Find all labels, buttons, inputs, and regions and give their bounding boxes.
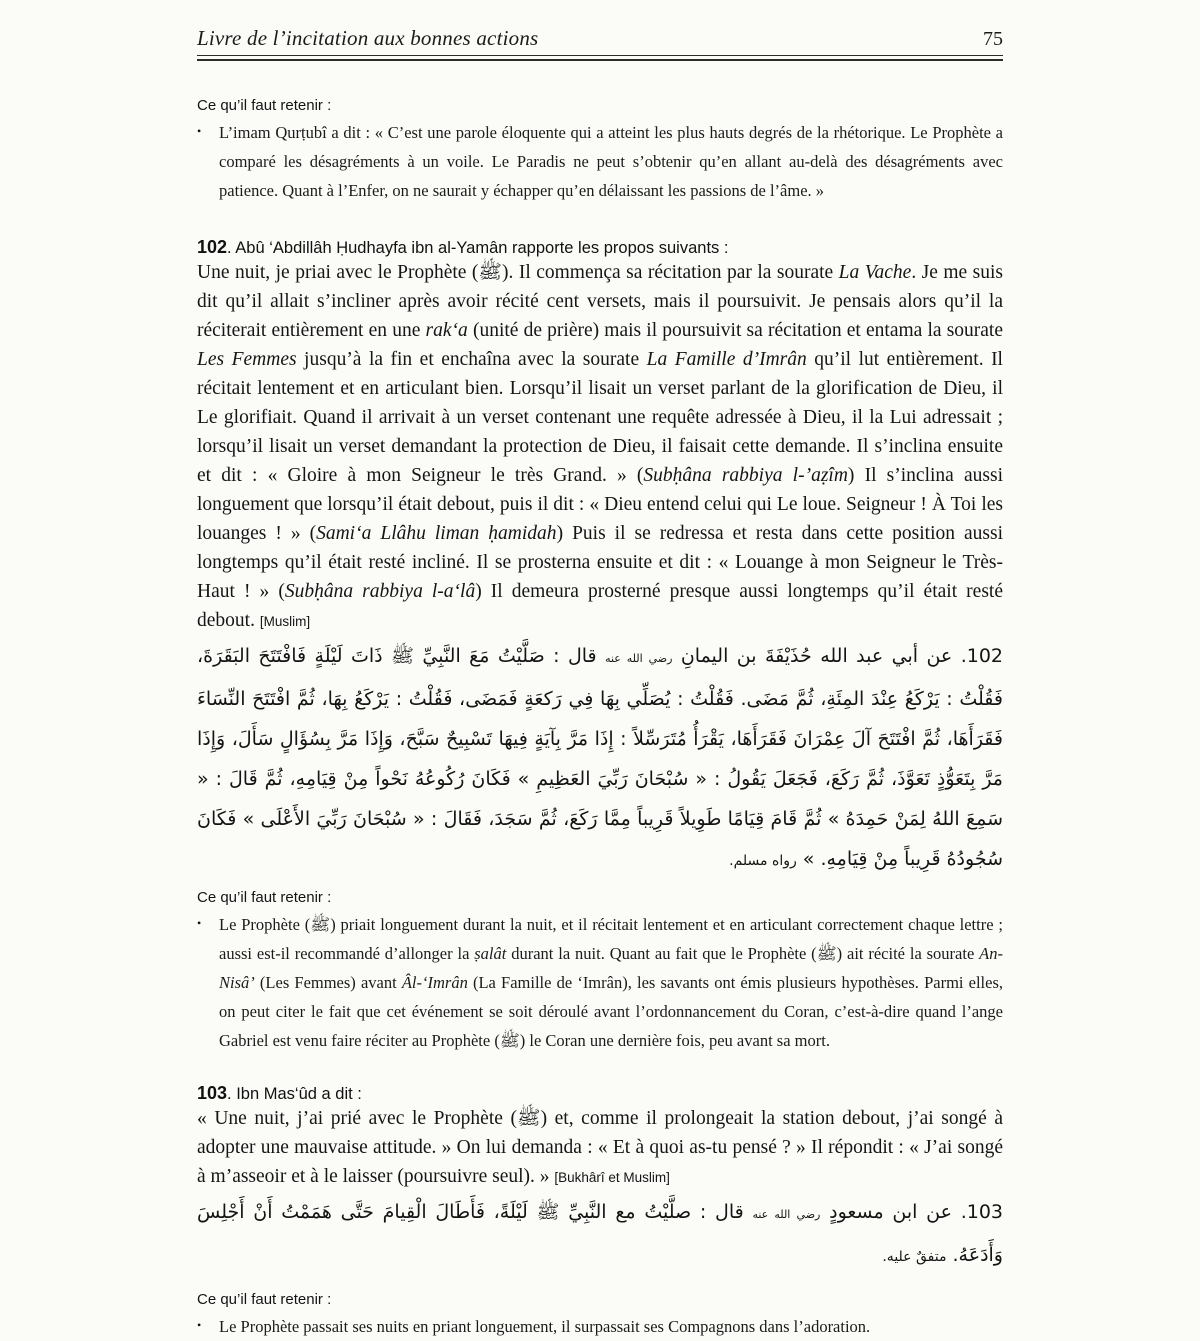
text-run: رضي الله عنه (752, 1208, 821, 1222)
hadith-103-heading (197, 1083, 1003, 1104)
text-run: قال : صَلَّيْتُ مَعَ النَّبِيِّ ﷺ ذَاتَ لَيْلَةٍ فَافْتَتَحَ البَقَرَةَ، فَقُلْتُ : يَرْكَعُ عِنْدَ المِئَةِ، ثُمَّ مَضَى. فَقُلْتُ : يُصَلِّي بِهَا فِي رَكعَةٍ فَمَضَى، فَقُلْتُ : يَرْكَعُ بِهَا، ثُمَّ افْتَتَحَ النِّسَاءَ فَقَرَأَهَا، ثُمَّ افْتَتَحَ آلَ عِمْرَانَ فَقَرَأَهَا، يَقْرَأُ مُتَرَسِّلاً : إِذَا مَرَّ بِآيَةٍ فِيهَا تَسْبِيحٌ سَبَّحَ، وَإِذَا مَرَّ بِسُؤَالٍ سَأَلَ، وَإِذَا مَرَّ بِتَعَوُّذٍ تَعَوَّذَ، ثُمَّ رَكَعَ، فَجَعَلَ يَقُولُ : « سُبْحَانَ رَبِّيَ العَظِيمِ » فَكَانَ رُكُوعُهُ نَحْواً مِنْ قِيَامِهِ، ثُمَّ قَالَ : « سَمِعَ اللهُ لِمَنْ حَمِدَهُ » ثُمَّ قَامَ قِيَامًا طَوِيلاً قَرِيباً مِمَّا رَكَعَ، ثُمَّ سَجَدَ، فَقَالَ : « سُبْحَانَ رَبِّيَ الأَعْلَى » فَكَانَ سُجُودُهُ قَرِيباً مِنْ قِيَامِهِ. » (197, 645, 1003, 871)
text-run: Le Prophète passait ses nuits en priant longuement, il surpassait ses Compagnons dans l’adoration. (219, 1317, 871, 1337)
text-run: jusqu’à la fin et enchaîna avec la sourate (296, 349, 647, 371)
text-run: durant la nuit. Quant au fait que le Prophète (ﷺ) ait récité la sourate (506, 944, 980, 964)
text-run: Âl-‘Imrân (401, 973, 468, 993)
hadith-103-arabic-text (197, 1192, 1003, 1277)
hadith-102-arabic-text (197, 636, 1003, 881)
text-run: La Vache (838, 262, 912, 284)
page-number: 75 (983, 28, 1003, 50)
key-points-label: Ce qu’il faut retenir : (197, 97, 332, 114)
key-points-102 (197, 889, 1003, 1055)
list-item (197, 118, 1003, 205)
book-title: Livre de l’incitation aux bonnes actions (197, 26, 539, 50)
bullet-icon: • (197, 916, 202, 931)
text-run: (unité de prière) mais il poursuivit sa récitation et entama la sourate (467, 320, 1004, 342)
text-run: « Une nuit, j’ai prié avec le Prophète (ﷺ) et, comme il prolongeait la station debout, j’ai songé à adopter une mauvaise attitude. » On lui demanda : « Et à quoi as-tu pensé ? » Il répondit : « J’ai songé à m’asseoir et à le laisser (poursuivre seul). » (197, 1108, 1003, 1188)
text-run: ) Il s’inclina aussi longuement que lorsqu’il était debout, puis il dit : « Dieu entend celui qui Le loue. Seigneur ! À Toi les louanges ! » ( (197, 465, 1003, 545)
key-points-intro (197, 97, 1003, 205)
text-run: . Je me suis dit qu’il allait s’incliner après avoir récité cent versets, mais il poursuivit. Je pensais alors qu’il la réciterait entièrement en une (197, 262, 1004, 342)
text-run: Subḥâna rabbiya l-’aẓîm (643, 465, 848, 487)
key-point-text (219, 1312, 1003, 1341)
text-run: ) Il demeura prosterné presque aussi longtemps qu’il était resté debout. (197, 581, 1003, 632)
header-rule (197, 55, 1003, 61)
hadith-102-section (197, 237, 1003, 1055)
text-run: qu’il lut entièrement. Il récitait lentement et en articulant bien. Lorsqu’il lisait un verset parlant de la glorification de Dieu, il Le glorifiait. Quand il arrivait à un verset contenant une requête adressée à Dieu, il la Lui adressait ; lorsqu’il lisait un verset demandant la protection de Dieu, il faisait cette demande. Il s’inclina ensuite et dit : « Gloire à mon Seigneur le très Grand. » ( (197, 349, 1003, 487)
hadith-103-body (197, 1104, 1003, 1192)
text-run: . Abû ‘Abdillâh Ḥudhayfa ibn al-Yamân rapporte les propos suivants : (227, 239, 729, 258)
book-page (197, 0, 1003, 1341)
text-run: قال : صلَّيْتُ مع النَّبِيِّ ﷺ لَيْلَةً، فَأَطَالَ الْقِيامَ حَتَّى هَمَمْتُ أَنْ أَجْلِسَ وَأَدَعَهُ. (197, 1201, 1003, 1267)
key-points-label: Ce qu’il faut retenir : (197, 889, 332, 907)
text-run: (La Famille de ‘Imrân), les savants ont émis plusieurs hypothèses. Parmi elles, on peut citer le fait que cet événement se soit déroulé avant l’ordonnancement du Coran, c’est-à-dire quand l’ange Gabriel est venu faire réciter au Prophète (ﷺ) le Coran une dernière fois, peu avant sa mort. (219, 973, 1003, 1051)
text-run: ) Puis il se redressa et resta dans cette position aussi longtemps qu’il était resté incliné. Il se prosterna ensuite et dit : « Louange à mon Seigneur le Très-Haut ! » ( (197, 523, 1003, 603)
text-run: Une nuit, je priai avec le Prophète (ﷺ). Il commença sa récitation par la sourate (197, 262, 839, 284)
hadith-102-body (197, 258, 1003, 636)
text-run: رضي الله عنه (605, 652, 673, 666)
hadith-103-section (197, 1083, 1003, 1341)
text-run: [Bukhârî et Muslim] (554, 1170, 670, 1186)
list-item (197, 1312, 1003, 1341)
hadith-102-heading (197, 237, 1003, 258)
text-run: (Les Femmes) avant (254, 973, 402, 993)
text-run: An-Nisâ’ (219, 944, 1003, 993)
text-run: rak‘a (425, 320, 468, 342)
list-item (197, 910, 1003, 1055)
text-run: L’imam Qurṭubî a dit : « C’est une parole éloquente qui a atteint les plus hauts degrés de la rhétorique. Le Prophète a comparé les désagréments à un voile. Le Paradis ne peut s’obtenir qu’en allant au-delà des désagréments avec patience. Quant à l’Enfer, on ne saurait y échapper qu’en délaissant les passions de l’âme. » (219, 123, 1003, 201)
text-run: 103. عن ابن مسعودٍ (820, 1201, 1004, 1224)
text-run: 103 (197, 1083, 228, 1104)
text-run: La Famille d’Imrân (646, 349, 807, 371)
bullet-icon: • (197, 124, 202, 138)
key-points-103 (197, 1291, 1003, 1341)
text-run: متفقٌ عليه. (882, 1249, 947, 1266)
text-run: Le Prophète (ﷺ) priait longuement durant la nuit, et il récitait lentement et en articulant correctement chaque lettre ; aussi est-il recommandé d’allonger la (219, 915, 1003, 964)
text-run: 102. عن أبي عبد الله حُذَيْفَةَ بن اليمانِ (672, 645, 1004, 668)
key-point-text (219, 118, 1003, 205)
bullet-icon: • (197, 1318, 202, 1333)
text-run: . Ibn Mas‘ûd a dit : (227, 1085, 362, 1104)
running-header (197, 26, 1003, 51)
key-points-label: Ce qu’il faut retenir : (197, 1291, 332, 1309)
text-run: Subḥâna rabbiya l-a‘lâ (284, 581, 476, 603)
text-run: ṣalât (474, 944, 507, 964)
key-point-text (219, 910, 1003, 1055)
text-run: [Muslim] (259, 614, 311, 630)
text-run: Les Femmes (197, 349, 297, 371)
text-run: رواه مسلم. (729, 853, 797, 870)
text-run: 102 (197, 237, 228, 258)
text-run: Sami‘a Llâhu liman ḥamidah (316, 523, 557, 545)
